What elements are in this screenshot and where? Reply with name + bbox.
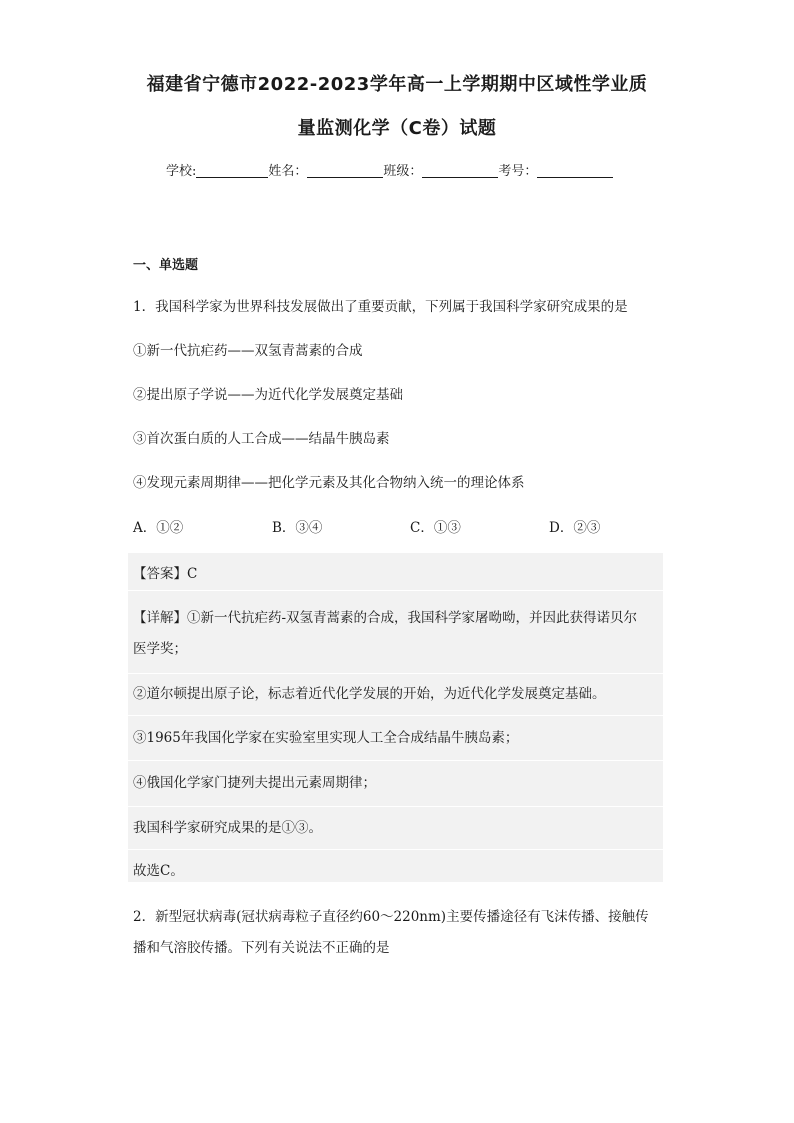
answer-divider <box>128 849 663 850</box>
class-blank[interactable] <box>422 163 498 178</box>
option-b[interactable]: B．③④ <box>272 520 323 536</box>
question-1-item: ②提出原子学说——为近代化学发展奠定基础 <box>133 387 403 403</box>
exam-no-label: 考号： <box>498 164 538 179</box>
option-d[interactable]: D．②③ <box>549 520 601 536</box>
answer-divider <box>128 715 663 716</box>
answer-divider <box>128 673 663 674</box>
answer-divider <box>128 760 663 761</box>
answer-detail: ④俄国化学家门捷列夫提出元素周期律； <box>133 775 376 791</box>
answer-detail: 医学奖； <box>133 641 187 657</box>
answer-conclusion: 我国科学家研究成果的是①③。 <box>133 820 322 836</box>
answer-detail: ②道尔顿提出原子论，标志着近代化学发展的开始，为近代化学发展奠定基础。 <box>133 686 606 702</box>
name-label: 姓名： <box>268 164 308 179</box>
answer-label: 【答案】C <box>133 566 198 582</box>
question-2-stem: 2．新型冠状病毒(冠状病毒粒子直径约60～220nm)主要传播途径有飞沫传播、接触传 <box>133 909 649 925</box>
section-heading: 一、单选题 <box>133 258 199 273</box>
exam-title-line-2: 量监测化学（C卷）试题 <box>297 118 497 139</box>
answer-detail: 【详解】①新一代抗疟药-双氢青蒿素的合成，我国科学家屠呦呦，并因此获得诺贝尔 <box>133 610 638 626</box>
class-label: 班级： <box>383 164 423 179</box>
question-1-item: ③首次蛋白质的人工合成——结晶牛胰岛素 <box>133 431 390 447</box>
answer-detail: ③1965年我国化学家在实验室里实现人工全合成结晶牛胰岛素； <box>133 730 519 746</box>
option-a[interactable]: A．①② <box>133 520 184 536</box>
question-1-item: ①新一代抗疟药——双氢青蒿素的合成 <box>133 343 363 359</box>
answer-divider <box>128 806 663 807</box>
exam-title-line-1: 福建省宁德市2022-2023学年高一上学期期中区域性学业质 <box>146 74 648 95</box>
question-1-item: ④发现元素周期律——把化学元素及其化合物纳入统一的理论体系 <box>133 475 525 491</box>
name-blank[interactable] <box>307 163 383 178</box>
exam-no-blank[interactable] <box>537 163 613 178</box>
student-info-row <box>166 160 613 179</box>
question-2-stem: 播和气溶胶传播。下列有关说法不正确的是 <box>133 940 390 956</box>
school-label: 学校: <box>166 164 197 179</box>
answer-divider <box>128 590 663 591</box>
answer-choice: 故选C。 <box>133 863 184 879</box>
question-1-stem: 1．我国科学家为世界科技发展做出了重要贡献，下列属于我国科学家研究成果的是 <box>133 299 628 315</box>
option-c[interactable]: C．①③ <box>410 520 461 536</box>
school-blank[interactable] <box>196 163 268 178</box>
